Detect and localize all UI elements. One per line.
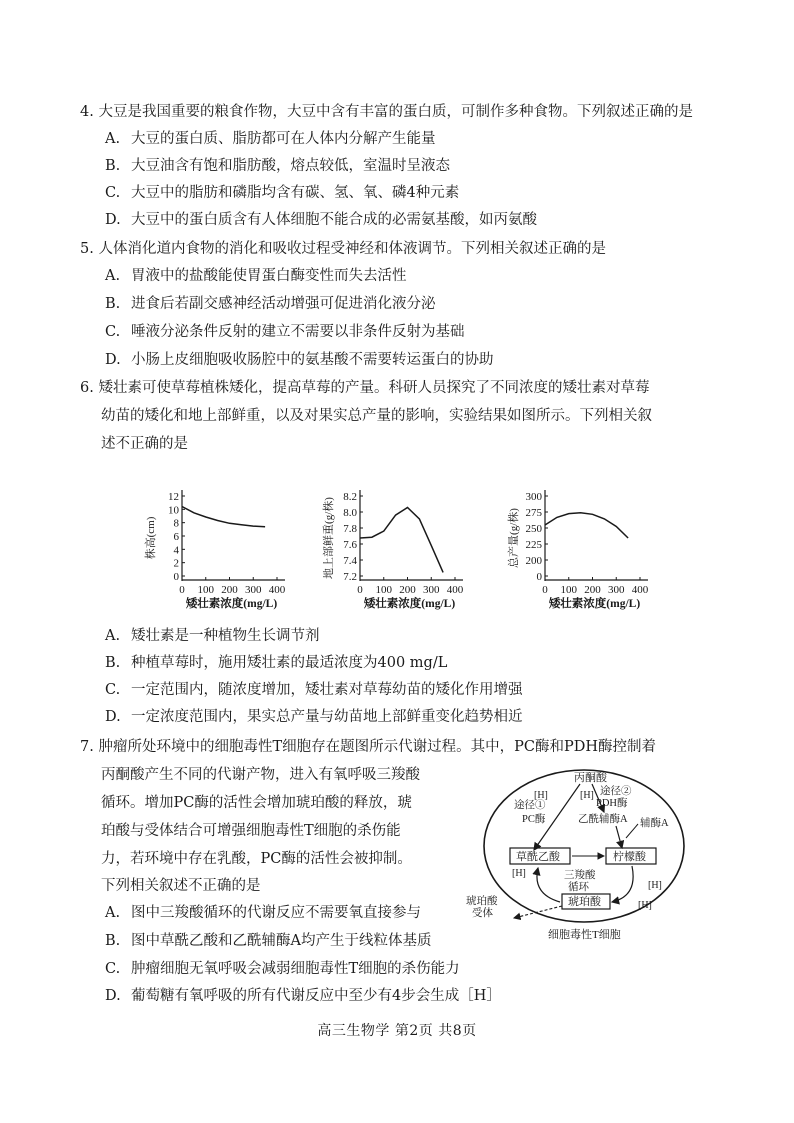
route1-label: 途径① [514, 800, 546, 811]
x-tick-label: 100 [197, 584, 214, 596]
shoot-fresh-weight-chart [318, 478, 478, 618]
q7-stem-line-5: 力，若环境中存在乳酸，PC酶的活性会被抑制。 [101, 851, 412, 867]
acetyl-coa-label: 乙酰辅酶A [578, 814, 628, 825]
y-tick-label: 300 [525, 491, 542, 503]
q5-option-c: C. 唾液分泌条件反射的建立不需要以非条件反射为基础 [105, 324, 465, 340]
q5-stem: 5. 人体消化道内食物的消化和吸收过程受神经和体液调节。下列相关叙述正确的是 [80, 241, 606, 257]
q6-stem-line-2: 幼苗的矮化和地上部鲜重，以及对果实总产量的影响，实验结果如图所示。下列相关叙 [101, 408, 652, 424]
total-yield-chart [503, 478, 663, 618]
h-route1: [H] [534, 790, 548, 801]
y-tick-label: 7.6 [343, 539, 357, 551]
y-tick-label: 8.2 [343, 491, 357, 503]
y-tick-label: 7.8 [343, 523, 357, 535]
y-tick-label: 10 [168, 504, 179, 517]
x-tick-label: 100 [375, 584, 392, 596]
x-tick-label: 200 [399, 584, 416, 596]
q7-stem-line-2: 丙酮酸产生不同的代谢产物，进入有氧呼吸三羧酸 [101, 767, 420, 783]
q7-stem-line-6: 下列相关叙述不正确的是 [101, 878, 261, 894]
q7-stem-line-4: 珀酸与受体结合可增强细胞毒性T细胞的杀伤能 [101, 823, 401, 839]
x-tick-label: 100 [560, 584, 577, 596]
q6-stem-line-3: 述不正确的是 [101, 436, 188, 452]
x-tick-label: 400 [268, 584, 286, 596]
y-axis-label: 总产量(g/株) [508, 508, 520, 568]
q6-stem-line-1: 6. 矮壮素可使草莓植株矮化，提高草莓的产量。科研人员探究了不同浓度的矮壮素对草莓 [80, 380, 650, 396]
q6-option-b: B. 种植草莓时，施用矮壮素的最适浓度为400 mg/L [105, 655, 448, 671]
y-tick-label: 7.2 [343, 571, 357, 583]
x-tick-label: 0 [357, 584, 363, 596]
succinate-label: 琥珀酸 [568, 896, 601, 908]
y-tick-label: 0 [173, 571, 179, 583]
q7-stem-line-1: 7. 肿瘤所处环境中的细胞毒性T细胞存在题图所示代谢过程。其中，PC酶和PDH酶控制着 [80, 739, 656, 755]
x-axis-label: 矮壮素浓度(mg/L) [548, 598, 641, 610]
receptor-label-line2: 受体 [472, 908, 493, 919]
y-tick-label: 4 [173, 544, 179, 557]
tca-label-line2: 循环 [568, 882, 589, 893]
oxaloacetate-label: 草酰乙酸 [516, 851, 560, 863]
x-tick-label: 200 [221, 584, 238, 596]
pyruvate-label: 丙酮酸 [574, 772, 607, 784]
y-axis-label: 地上部鲜重(g/株) [323, 497, 335, 579]
q6-option-d: D. 一定浓度范围内，果实总产量与幼苗地上部鲜重变化趋势相近 [105, 709, 523, 725]
q5-option-d: D. 小肠上皮细胞吸收肠腔中的氨基酸不需要转运蛋白的协助 [105, 352, 494, 368]
y-tick-label: 225 [525, 539, 542, 551]
y-axis-label: 株高(cm) [145, 516, 157, 560]
series-line [182, 507, 265, 527]
cell-label: 细胞毒性T细胞 [548, 929, 621, 941]
x-tick-label: 400 [446, 584, 464, 596]
q4-option-c: C. 大豆中的脂肪和磷脂均含有碳、氢、氧、磷4种元素 [105, 185, 460, 201]
y-tick-label: 6 [173, 531, 179, 543]
y-tick-label: 12 [168, 491, 179, 503]
q7-option-b: B. 图中草酰乙酸和乙酰辅酶A均产生于线粒体基质 [105, 933, 432, 949]
q7-option-c: C. 肿瘤细胞无氧呼吸会减弱细胞毒性T细胞的杀伤能力 [105, 961, 460, 977]
t-cell-metabolism-diagram [462, 768, 690, 948]
pdh-enzyme-label: PDH酶 [596, 798, 628, 809]
y-tick-label: 200 [525, 555, 542, 567]
coenzyme-a-label: 辅酶A [640, 818, 669, 829]
pc-enzyme-label: PC酶 [522, 814, 546, 825]
tca-label-line1: 三羧酸 [564, 870, 596, 881]
q7-option-a: A. 图中三羧酸循环的代谢反应不需要氧直接参与 [105, 905, 421, 921]
q5-option-a: A. 胃液中的盐酸能使胃蛋白酶变性而失去活性 [105, 268, 407, 284]
h-route2: [H] [580, 790, 594, 801]
y-tick-label: 7.4 [343, 555, 357, 567]
q7-stem-line-3: 循环。增加PC酶的活性会增加琥珀酸的释放，琥 [101, 795, 412, 811]
q5-option-b: B. 进食后若副交感神经活动增强可促进消化液分泌 [105, 296, 436, 312]
plant-height-chart [140, 478, 300, 618]
h-left: [H] [512, 868, 526, 879]
x-axis-label: 矮壮素浓度(mg/L) [363, 598, 456, 610]
receptor-label-line1: 琥珀酸 [466, 896, 498, 907]
x-axis-label: 矮壮素浓度(mg/L) [185, 598, 278, 610]
y-tick-label: 0 [536, 571, 542, 583]
x-tick-label: 300 [608, 584, 625, 596]
h-right-top: [H] [648, 880, 662, 891]
q4-option-a: A. 大豆的蛋白质、脂肪都可在人体内分解产生能量 [105, 131, 436, 147]
y-tick-label: 275 [525, 507, 542, 519]
h-right-bottom: [H] [638, 900, 652, 911]
series-line [545, 513, 628, 538]
x-tick-label: 300 [423, 584, 440, 596]
y-tick-label: 8.0 [343, 507, 357, 519]
route2-label: 途径② [600, 786, 632, 797]
series-line [360, 508, 443, 573]
q4-option-b: B. 大豆油含有饱和脂肪酸，熔点较低，室温时呈液态 [105, 158, 450, 174]
x-tick-label: 300 [245, 584, 262, 596]
q4-stem: 4. 大豆是我国重要的粮食作物，大豆中含有丰富的蛋白质，可制作多种食物。下列叙述正确的是 [80, 104, 693, 120]
tca-cycle-arc-left [537, 868, 560, 902]
q7-option-d: D. 葡萄糖有氧呼吸的所有代谢反应中至少有4步会生成［H］ [105, 988, 501, 1004]
tca-cycle-arc-right [612, 866, 633, 902]
y-tick-label: 8 [173, 517, 179, 530]
y-tick-label: 2 [173, 557, 179, 570]
x-tick-label: 0 [542, 584, 548, 596]
succinate-release-arrow [514, 906, 562, 918]
q6-option-c: C. 一定范围内，随浓度增加，矮壮素对草莓幼苗的矮化作用增强 [105, 682, 523, 698]
coenzyme-a-arrow [626, 824, 638, 838]
q4-option-d: D. 大豆中的蛋白质含有人体细胞不能合成的必需氨基酸，如丙氨酸 [105, 212, 537, 228]
x-tick-label: 200 [584, 584, 601, 596]
q6-option-a: A. 矮壮素是一种植物生长调节剂 [105, 628, 320, 644]
acetyl-coa-arrow [616, 826, 622, 848]
citrate-label: 柠檬酸 [613, 851, 646, 863]
page-footer: 高三生物学 第2页 共8页 [317, 1023, 477, 1039]
y-tick-label: 250 [525, 523, 542, 535]
x-tick-label: 400 [631, 584, 649, 596]
x-tick-label: 0 [179, 584, 185, 596]
